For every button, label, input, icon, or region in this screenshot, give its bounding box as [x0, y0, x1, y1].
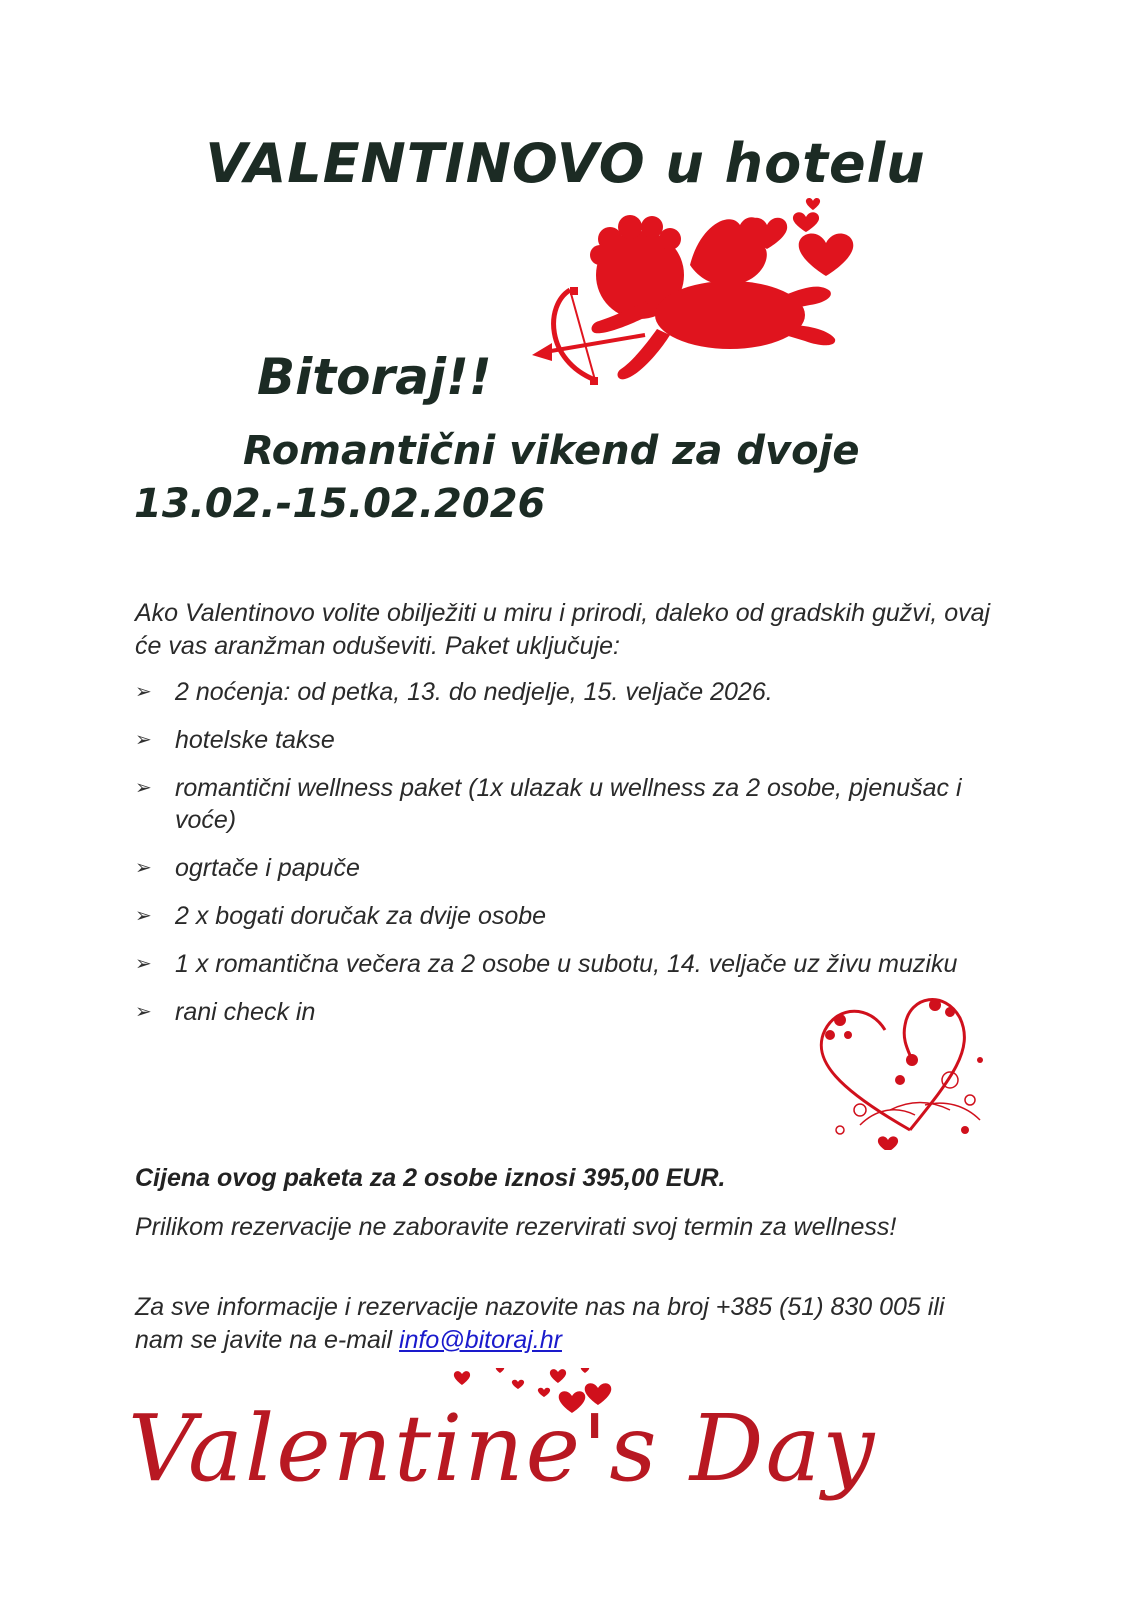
arrow-bullet-icon: ➢ [135, 1001, 152, 1023]
arrow-bullet-icon: ➢ [135, 953, 152, 975]
heart-icon [806, 198, 820, 210]
list-item: ➢ romantični wellness paket (1x ulazak u wellness za 2 osobe, pjenušac i voće) [135, 774, 962, 834]
contact-text: Za sve informacije i rezervacije nazovite nas na broj +385 (51) 830 005 ili nam se javite na e-mail [135, 1293, 945, 1354]
intro-paragraph: Ako Valentinovo volite obilježiti u miru i prirodi, daleko od gradskih gužvi, ovaj će vas aranžman oduševiti. Paket uključuje: [135, 599, 991, 660]
list-item: ➢ rani check in [135, 998, 316, 1026]
valentines-day-script: Valentine's Day [128, 1395, 877, 1502]
heart-icon [793, 212, 819, 232]
page-subtitle: Romantični vikend za dvoje [243, 428, 860, 474]
list-item: ➢ 2 x bogati doručak za dvije osobe [135, 902, 547, 930]
page-title: VALENTINOVO u hotelu [205, 132, 926, 195]
event-dates: 13.02.-15.02.2026 [134, 481, 546, 527]
list-item: ➢ 2 noćenja: od petka, 13. do nedjelje, 15. veljače 2026. [135, 678, 773, 706]
arrow-bullet-icon: ➢ [135, 681, 152, 703]
arrow-bullet-icon: ➢ [135, 729, 152, 751]
arrow-bullet-icon: ➢ [135, 857, 152, 879]
list-item: ➢ hotelske takse [135, 726, 335, 754]
list-item: ➢ 1 x romantična večera za 2 osobe u subotu, 14. veljače uz živu muziku [135, 950, 958, 978]
list-item: ➢ ogrtače i papuče [135, 854, 360, 882]
heart-icon [799, 234, 854, 276]
contact-paragraph [135, 1291, 995, 1357]
ornamental-heart-icon [800, 990, 1000, 1150]
package-list [135, 676, 995, 1044]
price-text: Cijena ovog paketa za 2 osobe iznosi 395,00 EUR. [135, 1164, 726, 1192]
hotel-name: Bitoraj!! [257, 348, 492, 406]
arrow-bullet-icon: ➢ [135, 905, 152, 927]
arrow-bullet-icon: ➢ [135, 777, 152, 799]
cupid-icon [530, 195, 860, 395]
wellness-note: Prilikom rezervacije ne zaboravite rezervirati svoj termin za wellness! [135, 1213, 897, 1241]
email-link[interactable]: info@bitoraj.hr [399, 1326, 562, 1354]
